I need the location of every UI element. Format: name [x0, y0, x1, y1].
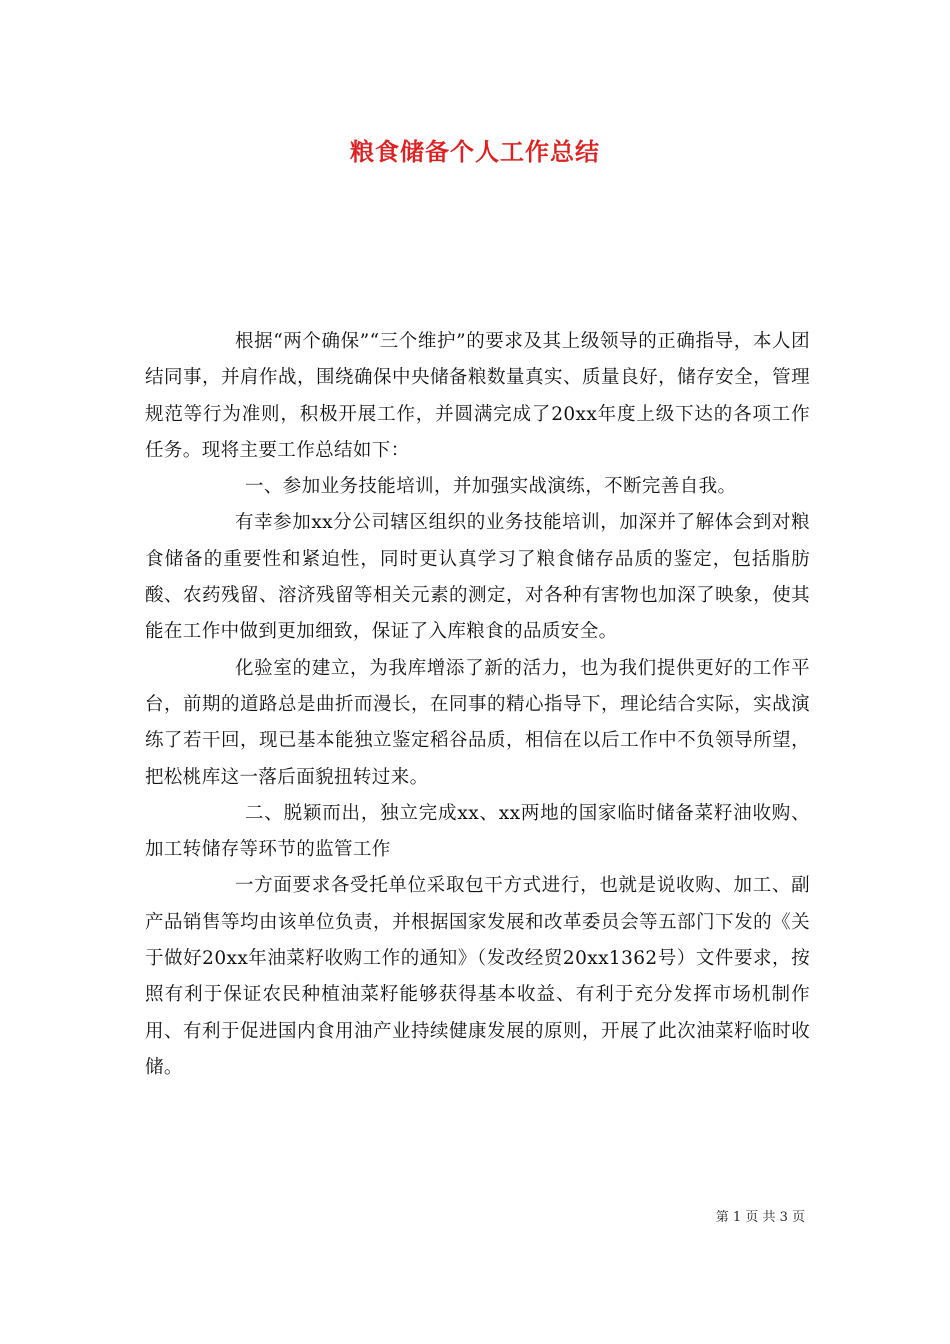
document-body	[145, 324, 810, 1086]
paragraph-lab: 化验室的建立，为我库增添了新的活力，也为我们提供更好的工作平台，前期的道路总是曲折而漫长，在同事的精心指导下，理论结合实际，实战演练了若干回，现已基本能独立鉴定稻谷品质，相信在以后工作中不负领导所望，把松桃库这一落后面貌扭转过来。	[145, 657, 810, 788]
section-heading-2: 二、脱颖而出，独立完成xx、xx两地的国家临时储备菜籽油收购、加工转储存等环节的监管工作	[145, 802, 810, 861]
section-heading-1: 一、参加业务技能培训，并加强实战演练，不断完善自我。	[245, 476, 737, 498]
paragraph-purchase: 一方面要求各受托单位采取包干方式进行，也就是说收购、加工、副产品销售等均由该单位负责，并根据国家发展和改革委员会等五部门下发的《关于做好20xx年油菜籽收购工作的通知》（发改经贸20xx1362号）文件要求，按照有利于保证农民种植油菜籽能够获得基本收益、有利于充分发挥市场机制作用、有利于促进国内食用油产业持续健康发展的原则，开展了此次油菜籽临时收储。	[145, 875, 810, 1078]
page-number-footer: 第 1 页 共 3 页	[715, 1210, 805, 1225]
paragraph-intro: 根据“两个确保”“三个维护”的要求及其上级领导的正确指导，本人团结同事，并肩作战，围绕确保中央储备粮数量真实、质量良好，储存安全，管理规范等行为准则，积极开展工作，并圆满完成了20xx年度上级下达的各项工作任务。现将主要工作总结如下：	[145, 331, 810, 461]
document-title: 粮食储备个人工作总结	[350, 137, 600, 166]
paragraph-training: 有幸参加xx分公司辖区组织的业务技能培训，加深并了解体会到对粮食储备的重要性和紧迫性，同时更认真学习了粮食储存品质的鉴定，包括脂肪酸、农药残留、溶济残留等相关元素的测定，对各种有害物也加深了映象，使其能在工作中做到更加细致，保证了入库粮食的品质安全。	[145, 512, 810, 643]
